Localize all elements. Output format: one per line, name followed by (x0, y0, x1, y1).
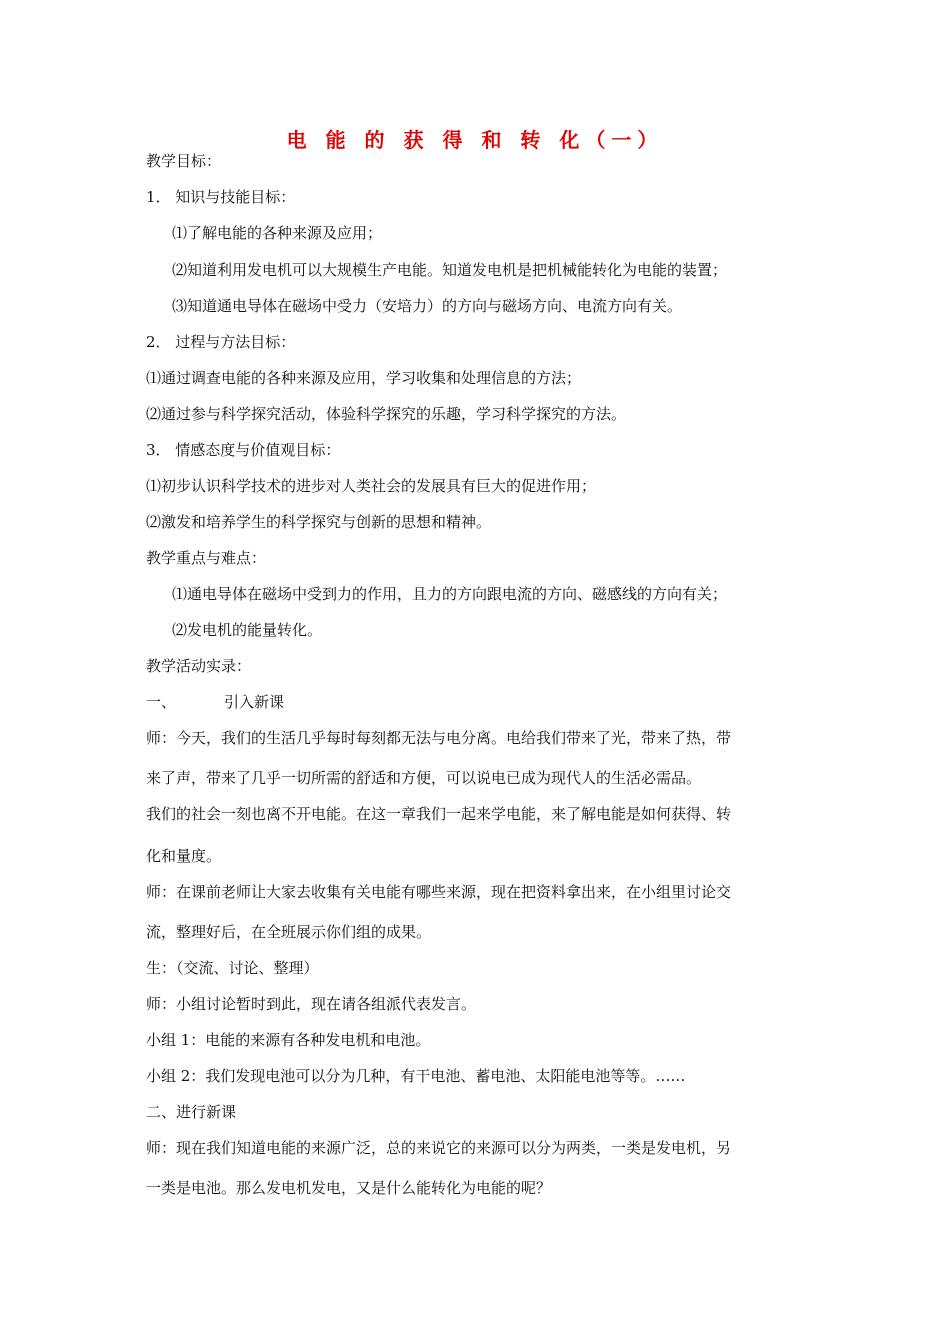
objective-1-item-3: ⑶知道通电导体在磁场中受力（安培力）的方向与磁场方向、电流方向有关。 (172, 297, 683, 315)
page-title: 电 能 的 获 得 和 转 化（一） (286, 128, 664, 152)
paragraph-line: 我们的社会一刻也离不开电能。在这一章我们一起来学电能，来了解电能是如何获得、转 (146, 805, 732, 823)
objective-2-item-2: ⑵通过参与科学探究活动，体验科学探究的乐趣，学习科学探究的方法。 (146, 405, 627, 423)
section-1-number: 一、 (146, 693, 177, 711)
objective-2-heading: 2． 过程与方法目标： (146, 333, 296, 351)
objective-3-heading: 3． 情感态度与价值观目标： (146, 441, 341, 459)
paragraph-line: 师：小组讨论暂时到此，现在请各组派代表发言。 (146, 995, 477, 1013)
paragraph-line: 师：今天，我们的生活几乎每时每刻都无法与电分离。电给我们带来了光，带来了热，带 (146, 729, 732, 747)
section-1-title: 引入新课 (224, 693, 285, 711)
heading-key-points: 教学重点与难点： (146, 549, 267, 567)
paragraph-line: 流，整理好后，在全班展示你们组的成果。 (146, 923, 432, 941)
objective-1-heading: 1． 知识与技能目标： (146, 188, 296, 206)
paragraph-line: 师：现在我们知道电能的来源广泛，总的来说它的来源可以分为两类，一类是发电机，另 (146, 1139, 732, 1157)
section-1-heading (146, 692, 284, 712)
objective-3-item-1: ⑴初步认识科学技术的进步对人类社会的发展具有巨大的促进作用； (146, 477, 597, 495)
paragraph-line: 师：在课前老师让大家去收集有关电能有哪些来源，现在把资料拿出来，在小组里讨论交 (146, 883, 732, 901)
objective-2-item-1: ⑴通过调查电能的各种来源及应用，学习收集和处理信息的方法； (146, 369, 582, 387)
heading-activity-record: 教学活动实录： (146, 657, 252, 675)
paragraph-line: 生：（交流、讨论、整理） (146, 959, 319, 977)
paragraph-line: 小组 2：我们发现电池可以分为几种，有干电池、蓄电池、太阳能电池等等。…… (146, 1067, 686, 1085)
objective-3-item-2: ⑵激发和培养学生的科学探究与创新的思想和精神。 (146, 513, 492, 531)
paragraph-line: 一类是电池。那么发电机发电，又是什么能转化为电能的呢？ (146, 1179, 552, 1197)
key-point-1: ⑴通电导体在磁场中受到力的作用，且力的方向跟电流的方向、磁感线的方向有关； (172, 585, 728, 603)
section-2-heading: 二、进行新课 (146, 1103, 237, 1121)
objective-1-item-2: ⑵知道利用发电机可以大规模生产电能。知道发电机是把机械能转化为电能的装置； (172, 261, 728, 279)
heading-objectives: 教学目标： (146, 152, 222, 170)
key-point-2: ⑵发电机的能量转化。 (172, 621, 323, 639)
paragraph-line: 来了声，带来了几乎一切所需的舒适和方便，可以说电已成为现代人的生活必需品。 (146, 769, 702, 787)
paragraph-line: 化和量度。 (146, 847, 222, 865)
paragraph-line: 小组 1：电能的来源有各种发电机和电池。 (146, 1031, 431, 1049)
objective-1-item-1: ⑴了解电能的各种来源及应用； (172, 224, 383, 242)
